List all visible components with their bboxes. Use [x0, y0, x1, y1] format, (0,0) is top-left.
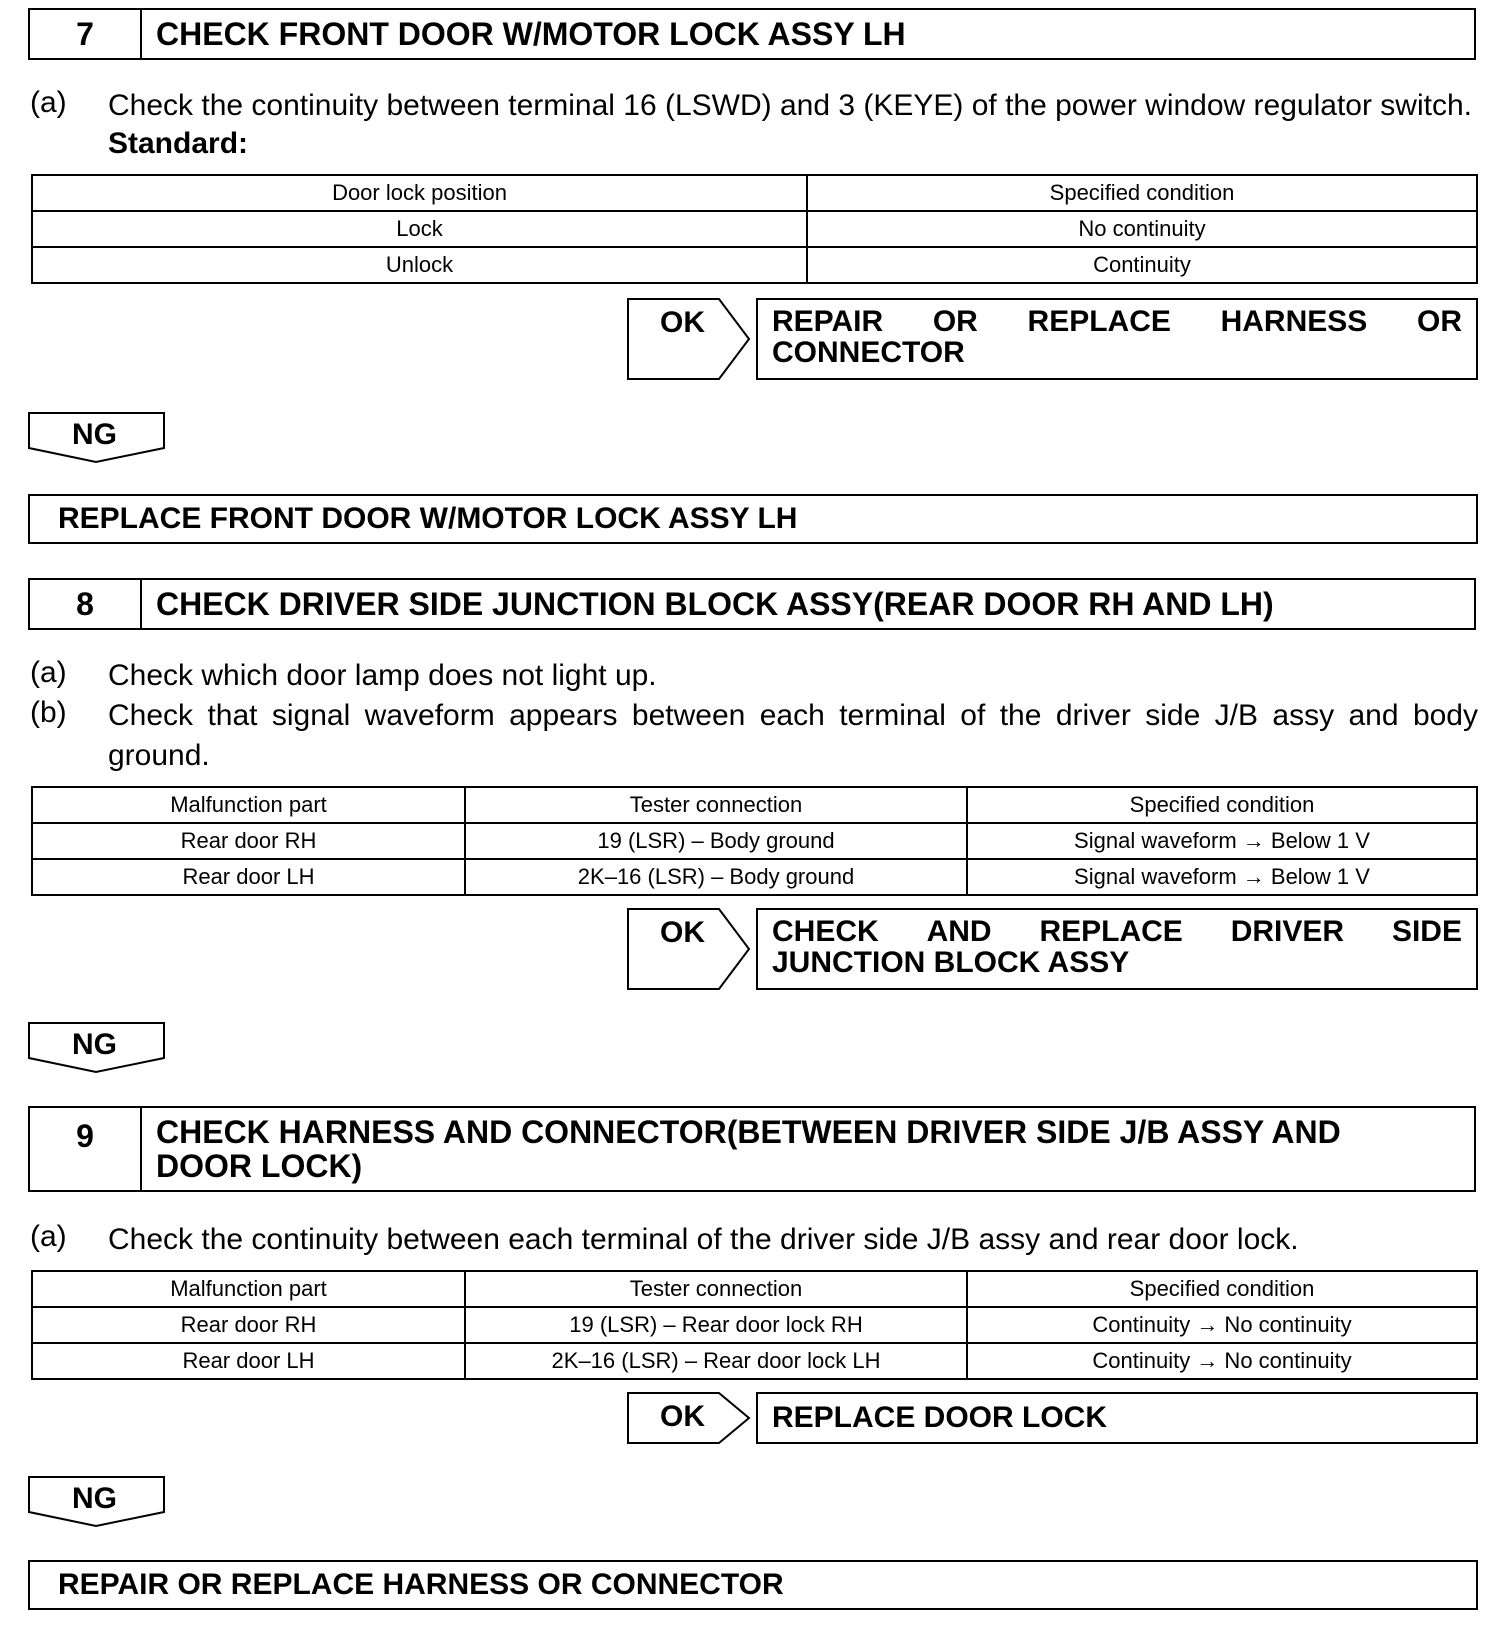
step-title: CHECK FRONT DOOR W/MOTOR LOCK ASSY LH: [156, 16, 906, 52]
ok-result-line: CONNECTOR: [772, 336, 965, 369]
step-number: 8: [30, 580, 142, 628]
table-cell: No continuity: [807, 211, 1477, 247]
ng-label: NG: [72, 1482, 117, 1515]
spec-table-step9: [31, 1270, 1478, 1380]
sub-label-a: (a): [30, 1220, 67, 1253]
instruction-text: ground.: [108, 739, 210, 772]
table-cell: Lock: [32, 211, 807, 247]
ok-result-box: [756, 298, 1478, 380]
table-header-row: [32, 175, 1477, 211]
result-word: DRIVER: [1230, 915, 1345, 948]
table-header-cell: Tester connection: [465, 1271, 967, 1307]
step-title-line: CHECK HARNESS AND CONNECTOR(BETWEEN DRIVER SIDE J/B ASSY AND: [156, 1114, 1341, 1150]
ok-label: OK: [660, 916, 705, 949]
ng-label: NG: [72, 418, 117, 451]
result-word: REPAIR: [772, 305, 884, 338]
table-row: [32, 859, 1477, 895]
sub-label-a: (a): [30, 656, 67, 689]
table-header-cell: Specified condition: [807, 175, 1477, 211]
word: the: [999, 699, 1042, 732]
table-header-cell: Tester connection: [465, 787, 967, 823]
table-cell: Signal waveform → Below 1 V: [967, 823, 1477, 859]
sub-label-b: (b): [30, 696, 67, 729]
ok-result-line: [772, 306, 1462, 337]
word: J/B: [1214, 699, 1259, 732]
result-word: REPLACE: [1027, 305, 1171, 338]
word: waveform: [364, 699, 495, 732]
ng-result-box: REPLACE FRONT DOOR W/MOTOR LOCK ASSY LH: [28, 494, 1478, 544]
table-cell: Continuity: [807, 247, 1477, 283]
sub-label-a: (a): [30, 86, 67, 119]
word: appears: [509, 699, 618, 732]
ok-result-box: REPLACE DOOR LOCK: [756, 1392, 1478, 1444]
table-row: [32, 247, 1477, 283]
step-9-header: [28, 1106, 1476, 1192]
word: that: [207, 699, 258, 732]
step-number: 7: [30, 10, 142, 58]
result-word: OR: [1417, 305, 1462, 338]
ok-result-line: [772, 916, 1462, 947]
result-word: SIDE: [1391, 915, 1462, 948]
table-header-cell: Malfunction part: [32, 787, 465, 823]
word: Check: [108, 699, 194, 732]
ok-result-line: JUNCTION BLOCK ASSY: [772, 946, 1130, 979]
word: each: [759, 699, 825, 732]
word: between: [631, 699, 746, 732]
spec-table-step7: [31, 174, 1478, 284]
table-cell: 2K–16 (LSR) – Body ground: [465, 859, 967, 895]
word: terminal: [839, 699, 946, 732]
step-8-header: [28, 578, 1476, 630]
word: assy: [1272, 699, 1335, 732]
instruction-text: Check the continuity between each terminal of the driver side J/B assy and rear door lock.: [108, 1223, 1299, 1256]
table-cell: Rear door RH: [32, 1307, 465, 1343]
table-cell: Rear door RH: [32, 823, 465, 859]
word: driver: [1055, 699, 1131, 732]
instruction-text: [108, 696, 1478, 736]
table-row: [32, 823, 1477, 859]
ng-label: NG: [72, 1028, 117, 1061]
word: signal: [271, 699, 351, 732]
spec-table-step8: [31, 786, 1478, 896]
table-cell: 19 (LSR) – Body ground: [465, 823, 967, 859]
table-cell: 2K–16 (LSR) – Rear door lock LH: [465, 1343, 967, 1379]
result-word: AND: [926, 915, 992, 948]
table-cell: Continuity → No continuity: [967, 1307, 1477, 1343]
ok-label: OK: [660, 306, 705, 339]
standard-label: Standard:: [108, 127, 249, 160]
table-header-cell: Specified condition: [967, 1271, 1477, 1307]
table-header-row: [32, 1271, 1477, 1307]
result-word: CHECK: [772, 915, 879, 948]
ok-label: OK: [660, 1400, 705, 1433]
step-7-header: [28, 8, 1476, 60]
table-header-cell: Door lock position: [32, 175, 807, 211]
table-header-cell: Specified condition: [967, 787, 1477, 823]
word: side: [1145, 699, 1201, 732]
word: body: [1412, 699, 1478, 732]
ok-result-box: [756, 908, 1478, 990]
result-word: REPLACE: [1039, 915, 1183, 948]
result-word: OR: [932, 305, 978, 338]
instruction-text: Check the continuity between terminal 16 (LSWD) and 3 (KEYE) of the power window regulator switch.: [108, 89, 1472, 122]
word: and: [1348, 699, 1399, 732]
table-cell: Unlock: [32, 247, 807, 283]
instruction-text: Check which door lamp does not light up.: [108, 659, 657, 692]
step-title: [142, 1108, 1341, 1190]
step-number: 9: [30, 1108, 142, 1190]
table-row: [32, 1307, 1477, 1343]
table-row: [32, 1343, 1477, 1379]
table-cell: 19 (LSR) – Rear door lock RH: [465, 1307, 967, 1343]
table-header-row: [32, 787, 1477, 823]
table-cell: Continuity → No continuity: [967, 1343, 1477, 1379]
table-cell: Signal waveform → Below 1 V: [967, 859, 1477, 895]
step-title-line: DOOR LOCK): [156, 1148, 363, 1184]
word: of: [960, 699, 986, 732]
result-word: HARNESS: [1220, 305, 1368, 338]
table-row: [32, 211, 1477, 247]
table-cell: Rear door LH: [32, 1343, 465, 1379]
step-title: CHECK DRIVER SIDE JUNCTION BLOCK ASSY(REAR DOOR RH AND LH): [156, 586, 1274, 622]
table-header-cell: Malfunction part: [32, 1271, 465, 1307]
ng-result-box: REPAIR OR REPLACE HARNESS OR CONNECTOR: [28, 1560, 1478, 1610]
table-cell: Rear door LH: [32, 859, 465, 895]
